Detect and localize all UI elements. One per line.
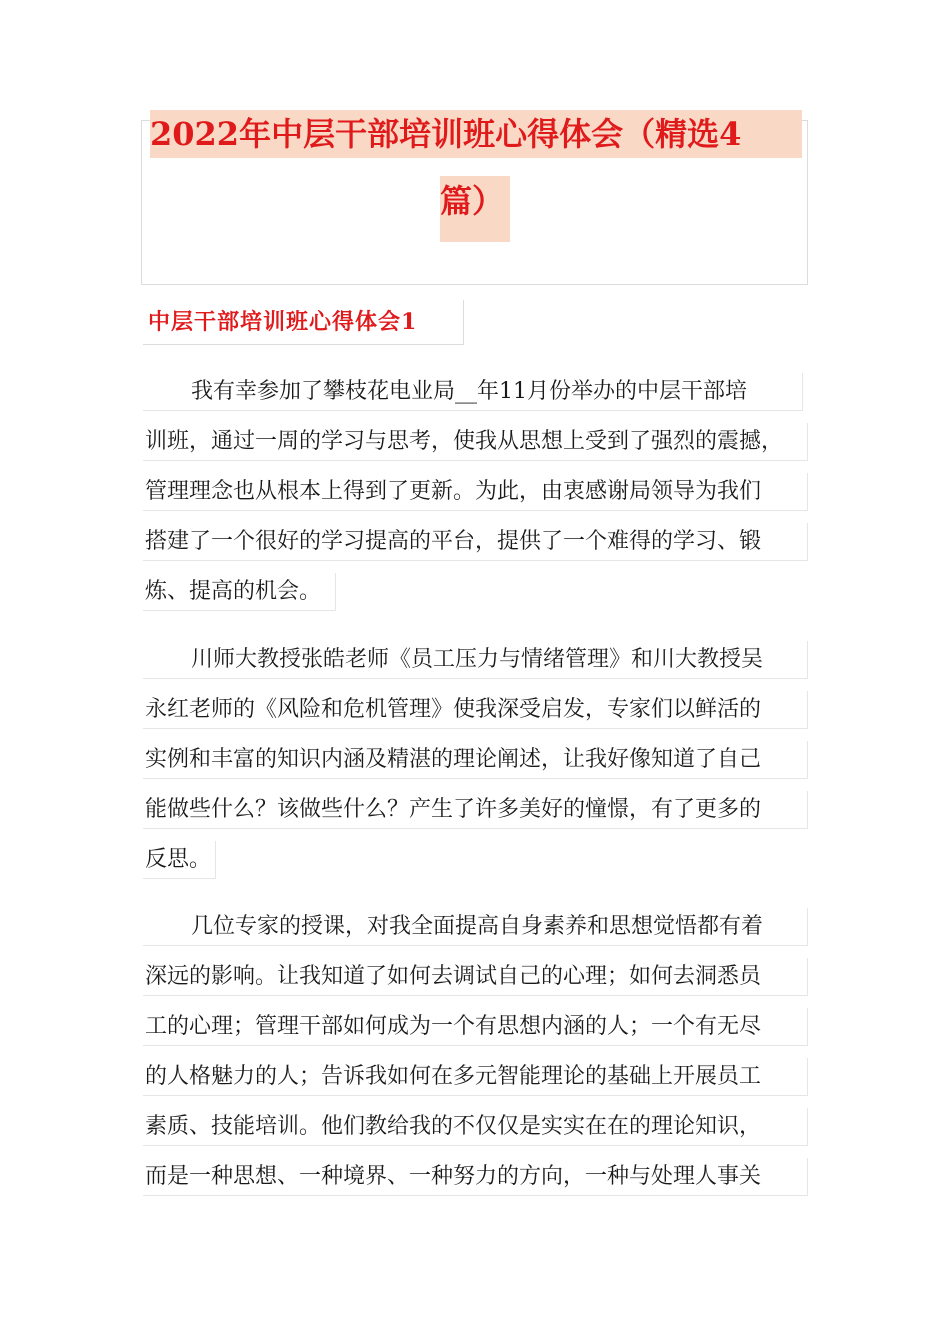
paragraph-line: 的人格魅力的人；告诉我如何在多元智能理论的基础上开展员工 <box>143 1058 808 1096</box>
paragraph-line: 几位专家的授课，对我全面提高自身素养和思想觉悟都有着 <box>143 908 808 946</box>
document-title-line-2: 篇） <box>440 176 510 242</box>
paragraph-line: 搭建了一个很好的学习提高的平台，提供了一个难得的学习、锻 <box>143 523 808 561</box>
paragraph-line: 川师大教授张皓老师《员工压力与情绪管理》和川大教授吴 <box>143 641 808 679</box>
paragraph-line: 而是一种思想、一种境界、一种努力的方向，一种与处理人事关 <box>143 1158 808 1196</box>
paragraph-line: 工的心理；管理干部如何成为一个有思想内涵的人；一个有无尽 <box>143 1008 808 1046</box>
paragraph-line: 实例和丰富的知识内涵及精湛的理论阐述，让我好像知道了自己 <box>143 741 808 779</box>
paragraph-line: 永红老师的《风险和危机管理》使我深受启发，专家们以鲜活的 <box>143 691 808 729</box>
paragraph-line: 炼、提高的机会。 <box>143 573 336 611</box>
paragraph-line: 训班，通过一周的学习与思考，使我从思想上受到了强烈的震撼， <box>143 423 808 461</box>
paragraph-line: 素质、技能培训。他们教给我的不仅仅是实实在在的理论知识， <box>143 1108 808 1146</box>
document-title-line-1: 2022年中层干部培训班心得体会（精选4 <box>150 110 802 158</box>
paragraph-line: 反思。 <box>143 841 216 879</box>
section-heading: 中层干部培训班心得体会1 <box>143 300 464 345</box>
paragraph-line: 能做些什么？该做些什么？产生了许多美好的憧憬，有了更多的 <box>143 791 808 829</box>
paragraph-line: 管理理念也从根本上得到了更新。为此，由衷感谢局领导为我们 <box>143 473 808 511</box>
paragraph-line: 深远的影响。让我知道了如何去调试自己的心理；如何去洞悉员 <box>143 958 808 996</box>
paragraph-line: 我有幸参加了攀枝花电业局__年11月份举办的中层干部培 <box>143 373 803 411</box>
